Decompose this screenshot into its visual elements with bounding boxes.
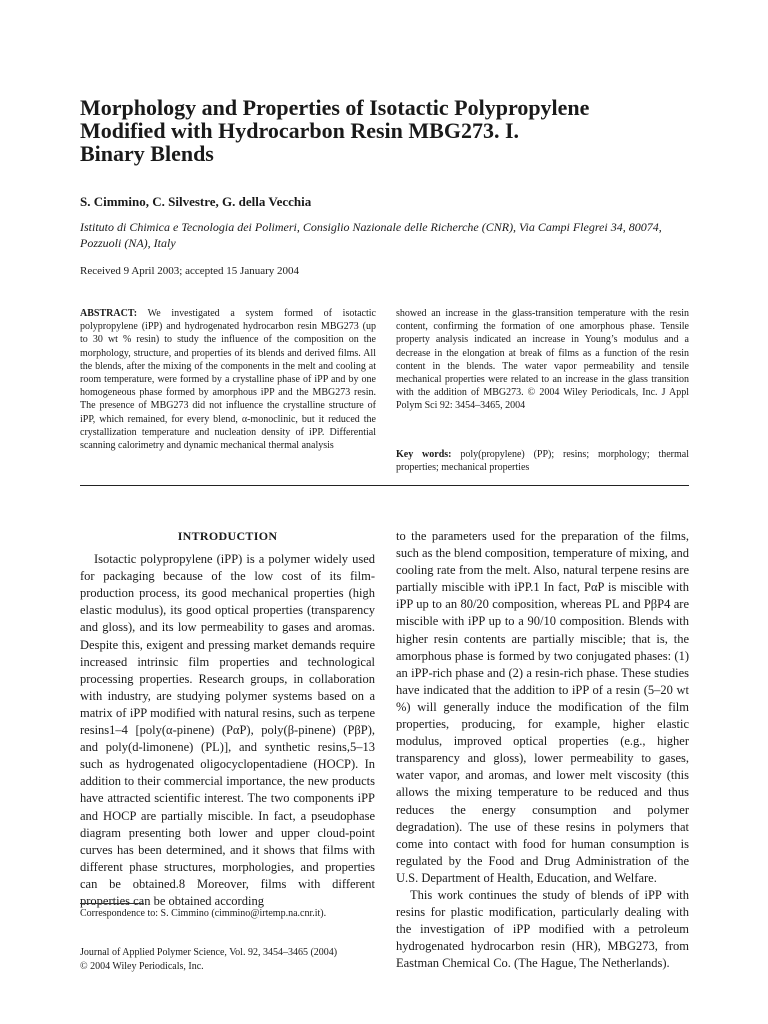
abstract-label: ABSTRACT: [80, 308, 138, 319]
keywords-label: Key words: [396, 449, 452, 460]
author-list: S. Cimmino, C. Silvestre, G. della Vecchia [80, 194, 312, 209]
paper-title [80, 96, 690, 165]
intro-paragraph-2: This work continues the study of blends of iPP with resins for plastic modification, particularly dealing with the investigation of iPP modified with a petroleum hydrogenated hydrocarbon resin (HR), MBG273, from Eastman Chemical Co. (The Hague, The Netherlands). [396, 887, 689, 971]
intro-paragraph-1: Isotactic polypropylene (iPP) is a polymer widely used for packaging because of the low cost of its film-production process, its good mechanical properties (high elastic modulus), its good optical properties (transparency and gloss), and its low permeability to gases and aromas. Despite this, exigent and pressing market demands require increased intrinsic film properties and technological processing properties. Research groups, in collaboration with industry, are studying polymer systems based on a matrix of iPP modified with natural resins, such as terpene resins1–4 [poly(α-pinene) (PαP), poly(β-pinene) (PβP), and poly(d-limonene) (PL)], and synthetic resins,5–13 such as hydrogenated oligocyclopentadiene (HOCP). In addition to their commercial importance, the new products have attracted scientific interest. The two components iPP and HOCP are partially miscible. In fact, a pseudophase diagram presenting both lower and upper cloud-point curves has been determined, and it shows that films with different phase structures, morphologies, and properties can be obtained.8 Moreover, films with different properties can be obtained according [80, 552, 375, 908]
journal-line-1: Journal of Applied Polymer Science, Vol. 92, 3454–3465 (2004) [80, 947, 338, 958]
abstract-left-text: We investigated a system formed of isotactic polypropylene (iPP) and hydrogenated hydrocarbon resin MBG273 (up to 30 wt % resin) to study the influence of the composition on the morphology, structure, and properties of its blends and derived films. All the blends, after the mixing of the components in the melt and cooling at room temperature, were formed by a crystalline phase of iPP and by one homogeneous phase formed by amorphous iPP and the MBG273 resin. The presence of MBG273 did not influence the crystalline structure of iPP, which remained, for every blend, α-monoclinic, but it reduced the crystallization temperature and nucleation density of iPP. Differential scanning calorimetry and dynamic mechanical thermal analysis [80, 308, 376, 452]
body-left-column [80, 528, 375, 910]
title-line-2: Modified with Hydrocarbon Resin MBG273. I. [80, 118, 520, 143]
journal-line-2: © 2004 Wiley Periodicals, Inc. [80, 960, 204, 972]
journal-citation [80, 946, 380, 973]
abstract-paragraph [80, 307, 376, 452]
title-line-1: Morphology and Properties of Isotactic Polypropylene [80, 95, 590, 120]
section-divider [80, 485, 689, 486]
received-dates: Received 9 April 2003; accepted 15 January 2004 [80, 265, 300, 277]
correspondence-footnote: Correspondence to: S. Cimmino (cimmino@irtemp.na.cnr.it). [80, 908, 327, 919]
introduction-heading: INTRODUCTION [177, 529, 278, 543]
abstract-right-column [396, 307, 689, 413]
footnote-rule [80, 903, 144, 904]
intro-paragraph-1-continued: to the parameters used for the preparation of the films, such as the blend composition, temperature of mixing, and cooling rate from the melt. Also, natural terpene resins are partially miscible with iPP.1 In fact, PαP is miscible with iPP up to an 80/20 composition, whereas PL and PβP4 are miscible with iPP up to a 90/10 composition. Blends with higher resin contents are partially miscible; that is, the amorphous phase is formed by two conjugated phases: (1) an iPP-rich phase and (2) a resin-rich phase. These studies have indicated that the addition to iPP of a resin (5–20 wt %) will generally induce the modification of the film properties, producing, for example, higher elastic modulus, improved optical properties (e.g., higher transparency and gloss), lower permeability to gases, water vapor, and aromas, and lower melt viscosity (this allows the mixing temperature to be reduced and thus reduces the energy consumption and polymer degradation). The use of these resins in polymers that come into contact with food for human consumption is regulated by the Food and Drug Administration of the U.S. Department of Health, Education, and Welfare. [396, 529, 689, 885]
keywords-text: poly(propylene) (PP); resins; morphology; thermal properties; mechanical properties [396, 449, 689, 474]
abstract-left-column [80, 307, 376, 452]
keywords [396, 448, 689, 474]
affiliation: Istituto di Chimica e Tecnologia dei Polimeri, Consiglio Nazionale delle Richerche (CNR), Via Campi Flegrei 34, 80074, Pozzuoli (NA), Italy [80, 220, 662, 250]
body-right-column [396, 528, 689, 972]
title-line-3: Binary Blends [80, 141, 214, 166]
abstract-right-text: showed an increase in the glass-transition temperature with the resin content, confirming the formation of one amorphous phase. Tensile property analysis indicated an increase in Young’s modulus and a decrease in the elongation at break of films as a function of the resin content in the blends. The water vapor permeability and tensile mechanical properties were related to an increase in the glass transition with the addition of MBG273. © 2004 Wiley Periodicals, Inc. J Appl Polym Sci 92: 3454–3465, 2004 [396, 308, 689, 412]
